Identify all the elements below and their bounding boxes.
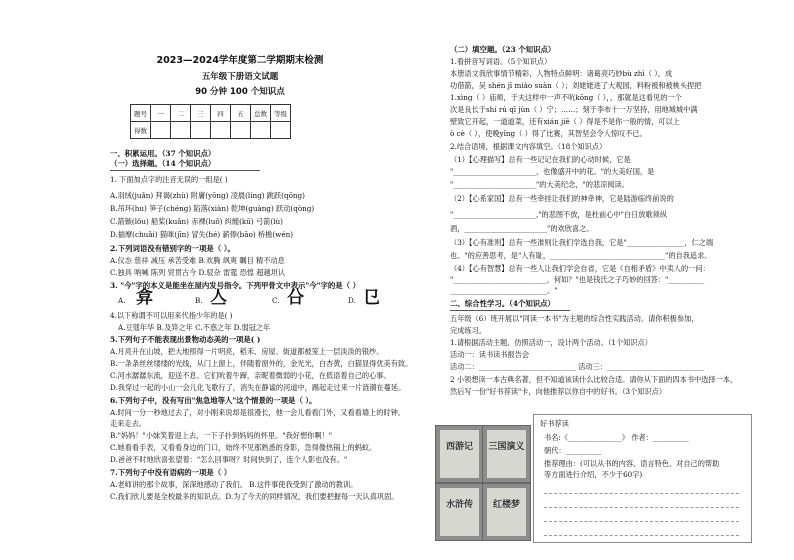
activity-two-three[interactable]: 活动二：___________________________ 活动三：___________________________: [450, 362, 704, 371]
q3-option-c-label: C.: [272, 296, 280, 305]
context-fill-line: （3）【心有准则】总有一些准则让我们学选自我，它是"________________，仁之端: [450, 238, 714, 247]
subsection-2-heading: （二）填空题。（23 个知识点）: [450, 45, 556, 54]
question-2: 2.下列词语没有错别字的一项是（ ）。: [110, 244, 235, 253]
context-fill-line: 酒，_______________________"的欢欣喜之。: [450, 224, 594, 233]
fill-question-1: 1.看拼音写词语。（5个知识点）: [450, 57, 552, 66]
activity-question-2-cont: 然后写一份"好书荐读"卡，向他推荐以你自中的好书。（3个知识点）: [450, 387, 667, 396]
exam-time-score: 90 分钟 100 个知识点: [195, 87, 285, 97]
score-cell: 一: [151, 105, 171, 122]
question-3: 3. "今"字的本义是能坐在屋内发号指令。下列甲骨文中表示"今"字的是（ ）: [110, 281, 360, 290]
context-fill-line: ___________________________。": [450, 286, 558, 295]
q5-option-c: C.河水潺潺东流，迎送不息。它们吮着牛蹄，亲昵着微弱的小花，在低语着自己的心事。: [110, 371, 391, 380]
pinyin-paragraph-line: 本册语文我欣事情节精彩，人物特点鲜明：诸葛亮巧妙bù zhì（ ），成: [450, 69, 673, 78]
context-fill-line: （1）【心理描写】总有一些记记在我们的心动时候，它是: [450, 155, 631, 164]
section-1-heading: 一、积累运用。（37 个知识点）: [110, 149, 216, 158]
q6-option-a-cont: 走来走去。: [110, 419, 146, 428]
pinyin-paragraph-line: 1.xìng（ ）庙师，于夫这样中一声不吭kōng（ ），，那就是这看见的一个: [450, 93, 682, 102]
question-5: 5.下列句子不能表现出景物动态美的一项是( ): [110, 335, 261, 344]
section-2-heading: 二、综合性学习。（4个知识点）: [450, 299, 555, 308]
oracle-glyph-c-icon: 㕣: [287, 288, 304, 308]
activity-question-1: 1.请根据活动主题，仿照活动一，设计两个活动。（1个知识点）: [450, 338, 652, 347]
score-input-cell[interactable]: [191, 122, 211, 139]
card-reason-label: 推荐理由：(可以从书的内容、语言特色、对自己的帮助: [544, 459, 720, 468]
oracle-glyph-a-icon: 弇: [136, 288, 153, 308]
q6-option-d: D.爸爸不时地欣喜张望着："怎么回事呀？时间快到了，连个人影也没有。": [110, 455, 348, 464]
score-table-header-row: [131, 105, 291, 122]
card-reason-hint: 等方面进行介绍，不少于60字): [544, 470, 643, 479]
q5-option-b: B.一条条丝丝缕缕的光线，从门上窗上，伴随着窗外的，金光光，白杏黄，白猫显得优美有致。: [110, 359, 413, 368]
question-6: 6.下列句子中，没有写出"焦急地等人"这个情景的一项是（ ）。: [110, 396, 317, 405]
question-1: 1. 下面加点字的注音无误的一组是( ): [110, 175, 228, 184]
context-fill-line: "_______________________,"的悲图不放，是杜前心中"白日放歌须纵: [450, 210, 668, 219]
context-fill-line: "__________________________，何如？"也是钱氏之子巧妙的回答："__________: [450, 275, 705, 284]
book-title: 水浒传: [440, 488, 479, 536]
q5-option-d: D.我穿过一起的小山一会儿化飞歌行了，消失在静谧的河道中，踢起走过来一片涟漪在蔓延。: [110, 383, 406, 392]
q6-option-a: A.时间一分一秒地过去了，对小刚来说却是很漫长，他一会儿看看门外，又看看墙上的时钟。: [110, 408, 405, 417]
context-fill-line: 也。"的应善思考，是"人有耻，________________________________"的自我追求。: [450, 251, 712, 260]
activity-one: 活动一：读书读书报告会: [450, 350, 530, 359]
activity-intro-cont: 完成练习。: [450, 326, 486, 335]
score-input-cell[interactable]: [271, 122, 291, 139]
q7-options-cd: C.我们欣儿要是全校最多的知识点。D.为了今天的同样情况，我们要把握每一天认真巩固。: [110, 492, 399, 501]
score-cell: 得数: [131, 122, 151, 139]
score-cell: 三: [191, 105, 211, 122]
book-title: 红楼梦: [487, 488, 526, 536]
book-cover-image: [482, 483, 531, 541]
q1-option-b: B.吊环(hu) 笋子(chéng) 陷落(xiàn) 乾坤(guàng) 跃动(qòng): [110, 204, 315, 213]
oracle-glyph-d-icon: 㔾: [363, 288, 380, 308]
subsection-heading: （一）选择题。（14 个知识点）: [110, 159, 216, 168]
q1-option-d: D.揣摩(chuǎi) 猫咪(jīn) 冒失(hé) 薪俸(bāo) 桥檐(wén): [110, 230, 294, 239]
book-cover-image: [482, 425, 531, 483]
fill-question-2: 2.结合语境，根据课文内容填空。（18个知识点）: [450, 142, 607, 151]
book-cover-image: [435, 483, 484, 541]
q6-option-c: C.她看看手表，又看看身边的门口，始终不见那熟悉的身影，急得像热锅上的蚂蚁。: [110, 443, 377, 452]
book-title: 西游记: [440, 430, 479, 478]
question-7: 7.下列句子中没有语病的一项是（ ）: [110, 468, 232, 477]
score-input-cell[interactable]: [211, 122, 231, 139]
pinyin-paragraph-line: 功借箭，吴 shén jī miào suàn（ ）；刘姥姥进了大观园，料粉被和被桃头捏把: [450, 81, 702, 90]
q3-option-a-label: A.: [118, 296, 126, 305]
score-input-cell[interactable]: [251, 122, 271, 139]
score-input-cell[interactable]: [171, 122, 191, 139]
activity-question-2: 2 小领想读一本古典名著，但不知道该读什么比较合适。请你从下面的四本书中选择一本，: [450, 375, 738, 384]
score-cell: 二: [171, 105, 191, 122]
card-book-name-field[interactable]: 书名:《_______________》 作者：__________: [544, 433, 689, 442]
score-input-cell[interactable]: [231, 122, 251, 139]
score-cell: 五: [231, 105, 251, 122]
context-fill-line: "_______________________"的大美纪念，"的悲凉阅读。: [450, 180, 629, 189]
q3-option-b-label: B.: [195, 296, 203, 305]
score-cell: 四: [211, 105, 231, 122]
q4-options: A.豆蔻年华 B.及笄之年 C.不惑之年 D.弱冠之年: [118, 323, 271, 332]
oracle-glyph-b-icon: 亼: [210, 288, 227, 308]
q6-option-b: B."妈妈！"小妹笑着迎上去，一下子扑到妈妈的怀里。"我好想你啊！": [110, 431, 333, 440]
score-input-cell[interactable]: [151, 122, 171, 139]
score-table-value-row: [131, 122, 291, 139]
context-fill-line: （2）【心系家国】总有一些牵挂让我们的神牵神，它是陆游临终前说的: [450, 194, 674, 203]
pinyin-paragraph-line: 次是良长于shí rú qī jùn（ ）宁；……；刻于李布十一万坚持，用地城城中满: [450, 105, 698, 114]
card-dynasty-field[interactable]: 朝代：__________: [544, 446, 602, 455]
pinyin-paragraph-line: 壁致它开起，一道道菜，还有xián jiē（ ）得是不是你一般的情，可以上: [450, 117, 680, 126]
book-title: 三国演义: [487, 430, 526, 478]
card-title: 好书荐读: [540, 419, 569, 428]
q3-option-d-label: D.: [348, 296, 356, 305]
book-cover-image: [435, 425, 484, 483]
pinyin-paragraph-line: ò cè（ ），使晚yǐng（ ）得了比赛，其智坚会令人惊叹不已。: [450, 129, 647, 138]
q2-options-cd: C.独具 呐喊 陈列 贸贯古今 D.驳杂 雷霆 恐惶 超越坦认: [110, 268, 286, 277]
q5-option-a: A.月亮升在山坡，把大地照得一片明亮，稻禾、房屋、街道都被笼上一层淡淡的银纱。: [110, 347, 384, 356]
score-table: [130, 104, 291, 139]
score-cell: 等级: [271, 105, 291, 122]
context-fill-line: （4）【心有智慧】总有一些人让我们学会自省，它是《自相矛盾》中卖人的一问：: [450, 264, 710, 273]
context-fill-line: "_______________________，也像盛开中的花。"的大美好国，是: [450, 167, 655, 176]
exam-subtitle: 五年级下册语文试题: [201, 72, 279, 82]
question-4: 4.以下称谓不可以用来代指少年的是( ): [110, 311, 233, 320]
q7-options-ab: A.老师讲的那个故事，深深地感动了我们。 B.这件事使我受到了激动的教训。: [110, 480, 358, 489]
q2-options-ab: A.仪态 慈祥 减压 承苦受难 B.欢腾 飒爽 瞩目 精不动息: [110, 256, 285, 265]
q1-option-a: A.羽绒(juǎn) 拜谒(zhù) 附庸(yōng) 凌晨(líng) 跳跃(qōng): [110, 191, 305, 200]
book-recommendation-card[interactable]: [533, 414, 752, 543]
exam-title: 2023—2024学年度第二学期期末检测: [156, 55, 324, 66]
activity-intro: 五年级（6）班开展以"同读一本书"为主题的综合性实践活动。请你积极参加，: [450, 314, 699, 323]
q1-option-c: C.箭镞(lǒu) 船桨(kuǎn) 赤裸(luǒ) 纠缠(kū) 弓箭(lù): [110, 217, 283, 226]
score-cell: 总数: [251, 105, 271, 122]
score-cell: 题号: [131, 105, 151, 122]
